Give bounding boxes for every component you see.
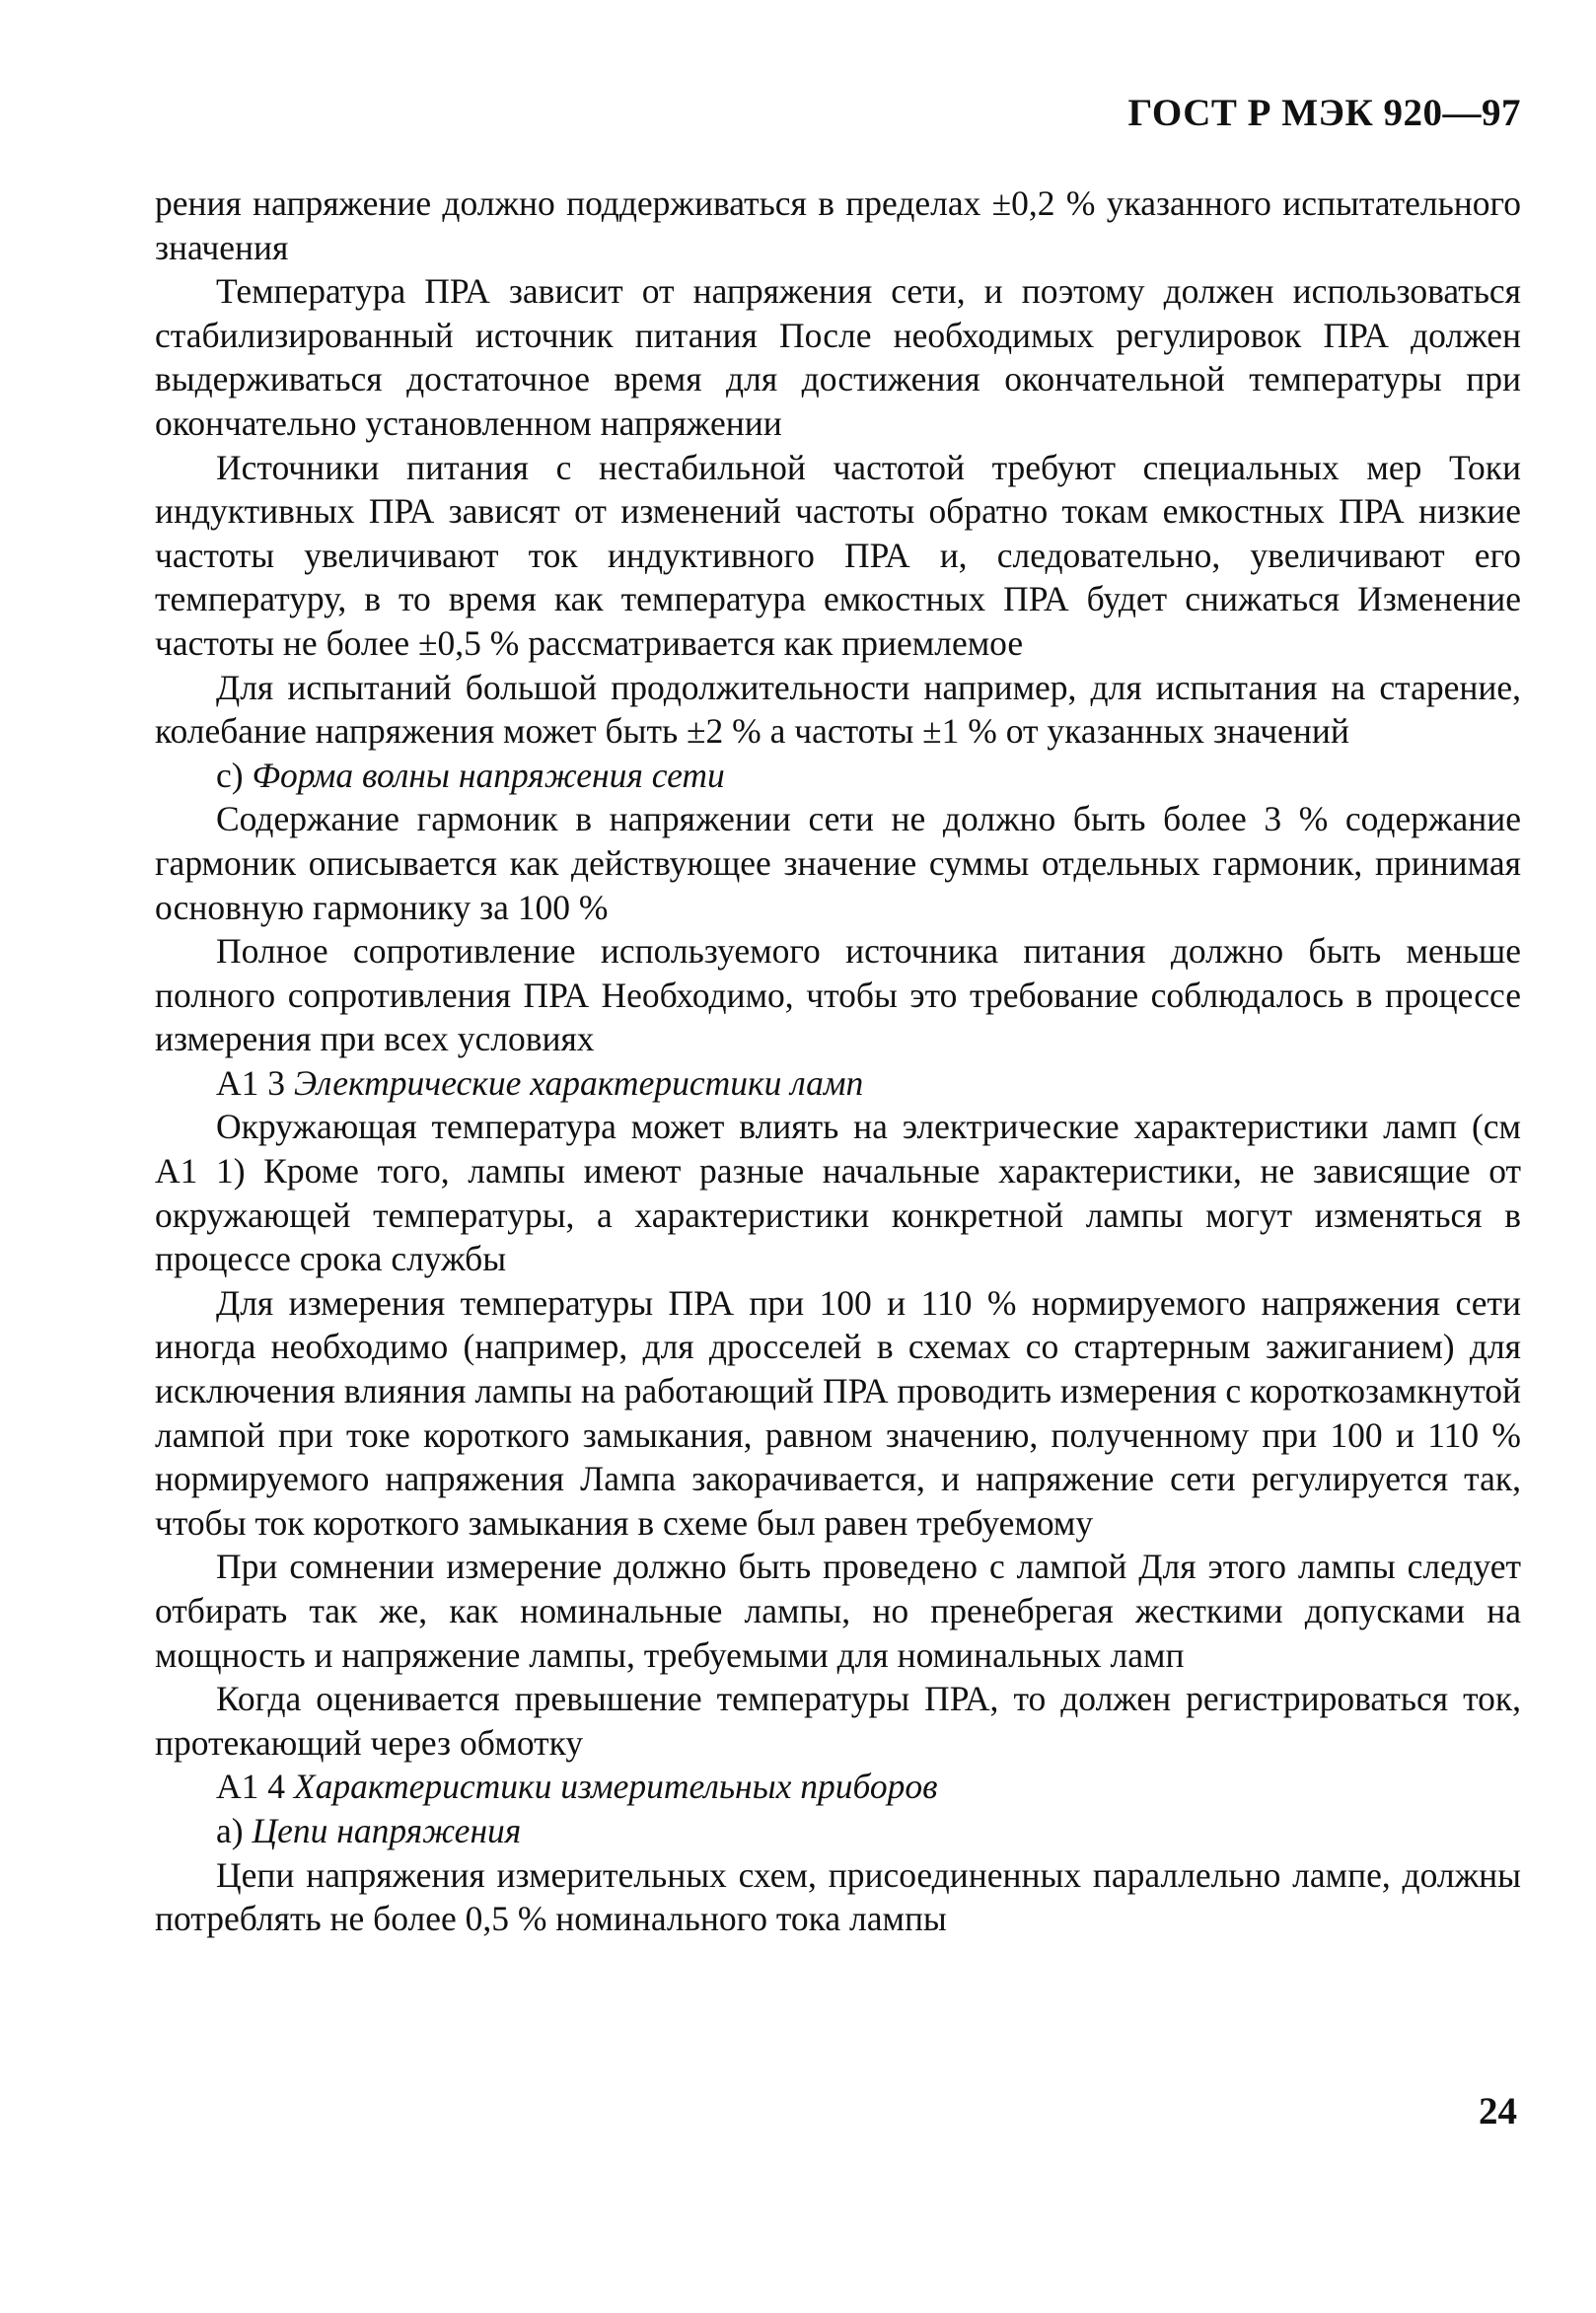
heading-instrument-characteristics	[155, 1765, 1521, 1809]
body-text	[155, 181, 1521, 1941]
paragraph-voltage-circuits: Цепи напряжения измерительных схем, присоединенных параллельно лампе, должны потреблять не более 0,5 % номинального тока лампы	[155, 1854, 1521, 1939]
paragraph-short-circuit-measurement: Для измерения температуры ПРА при 100 и 110 % нормируемого напряжения сети иногда необходимо (например, для дросселей в схемах со стартерным зажиганием) для исключения влияния лампы на работающий ПРА проводить измерения с короткозамкнутой лампой при токе короткого замыкания, равном значению, полученному при 100 и 110 % нормируемого напряжения Лампа закорачивается, и напряжение сети регулируется так, чтобы ток короткого замыкания в схеме был равен требуемому	[155, 1282, 1521, 1543]
heading-waveform-title: Форма волны напряжения сети	[252, 755, 725, 795]
heading-instrument-characteristics-number: А1 4	[216, 1767, 286, 1807]
heading-waveform-number: с)	[216, 755, 244, 795]
paragraph-impedance: Полное сопротивление используемого источника питания должно быть меньше полного сопротивления ПРА Необходимо, чтобы это требование соблюдалось в процессе измерения при всех условиях	[155, 931, 1521, 1059]
standard-header: ГОСТ Р МЭК 920—97	[1127, 92, 1521, 134]
heading-voltage-circuits-title: Цепи напряжения	[252, 1810, 522, 1850]
heading-voltage-circuits	[155, 1809, 1521, 1853]
paragraph-harmonics: Содержание гармоник в напряжении сети не должно быть более 3 % содержание гармоник описывается как действующее значение суммы отдельных гармоник, принимая основную гармонику за 100 %	[155, 799, 1521, 927]
heading-lamp-characteristics-number: А1 3	[216, 1062, 286, 1103]
paragraph-ambient-temperature: Окружающая температура может влиять на электрические характеристики ламп (см А1 1) Кроме того, лампы имеют разные начальные характеристики, не зависящие от окружающей температуры, а характеристики конкретной лампы могут изменяться в процессе срока службы	[155, 1107, 1521, 1279]
paragraph-long-tests: Для испытаний большой продолжительности например, для испытания на старение, колебание напряжения может быть ±2 % а частоты ±1 % от указанных значений	[155, 667, 1521, 752]
page-number: 24	[1479, 2090, 1517, 2132]
heading-waveform	[155, 754, 1521, 798]
heading-lamp-characteristics	[155, 1061, 1521, 1106]
paragraph-ballast-temperature: Температура ПРА зависит от напряжения сети, и поэтому должен использоваться стабилизированный источник питания После необходимых регулировок ПРА должен выдерживаться достаточное время для достижения окончательной температуры при окончательно установленном напряжении	[155, 271, 1521, 443]
heading-lamp-characteristics-title: Электрические характеристики ламп	[293, 1062, 864, 1103]
paragraph-doubt-measurement: При сомнении измерение должно быть проведено с лампой Для этого лампы следует отбирать так же, как номинальные лампы, но пренебрегая жесткими допусками на мощность и напряжение лампы, требуемыми для номинальных ламп	[155, 1547, 1521, 1675]
paragraph-continuation: рения напряжение должно поддерживаться в пределах ±0,2 % указанного испытательного значения	[155, 183, 1521, 267]
paragraph-unstable-frequency: Источники питания с нестабильной частотой требуют специальных мер Токи индуктивных ПРА зависят от изменений частоты обратно токам емкостных ПРА низкие частоты увеличивают ток индуктивного ПРА и, следовательно, увеличивают его температуру, в то время как температура емкостных ПРА будет снижаться Изменение частоты не более ±0,5 % рассматривается как приемлемое	[155, 447, 1521, 663]
heading-instrument-characteristics-title: Характеристики измерительных приборов	[293, 1767, 938, 1807]
heading-voltage-circuits-number: а)	[216, 1810, 244, 1850]
paragraph-winding-current: Когда оценивается превышение температуры ПРА, то должен регистрироваться ток, протекающий через обмотку	[155, 1679, 1521, 1763]
